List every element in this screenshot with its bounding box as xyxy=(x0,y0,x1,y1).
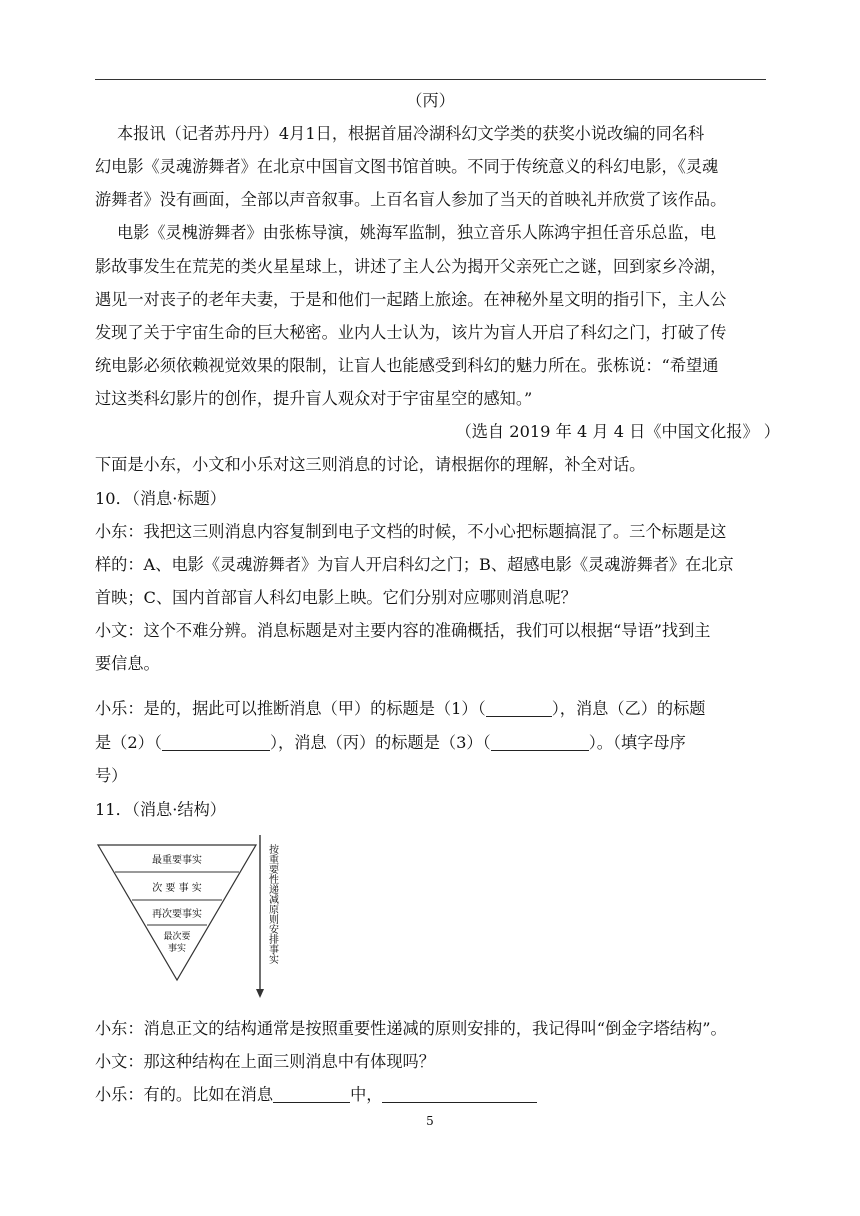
dialogue-line: 首映；C、国内首部盲人科幻电影上映。它们分别对应哪则消息呢？ xyxy=(95,588,577,607)
dialogue-line: 小乐：有的。比如在消息 中， xyxy=(95,1084,775,1106)
pyramid-level-4: 最次要 xyxy=(163,932,191,942)
page-number: 5 xyxy=(426,1114,434,1128)
question-11-title: 11．（消息·结构） xyxy=(95,800,226,819)
pyramid-level-3: 再次要事实 xyxy=(152,909,202,920)
dialogue-line: 小东：消息正文的结构通常是按照重要性递减的原则安排的，我记得叫“倒金字塔结构”。 xyxy=(95,1019,727,1038)
paragraph-line: 遇见一对丧子的老年夫妻，于是和他们一起踏上旅途。在神秘外星文明的指引下，主人公 xyxy=(95,290,727,309)
inverted-pyramid-diagram xyxy=(95,830,285,1002)
dialogue-line: 号） xyxy=(95,766,128,785)
paragraph-line: 幻电影《灵魂游舞者》在北京中国盲文图书馆首映。不同于传统意义的科幻电影，《灵魂 xyxy=(95,157,719,176)
answer-blank-3[interactable] xyxy=(491,734,589,751)
dialogue-line: 小乐：是的，据此可以推断消息（甲）的标题是（1）（ ），消息（乙）的标题 xyxy=(95,699,706,718)
pyramid-level-4b: 事实 xyxy=(167,944,187,954)
dialogue-line: 样的：A、电影《灵魂游舞者》为盲人开启科幻之门；B、超感电影《灵魂游舞者》在北京 xyxy=(95,555,734,574)
paragraph-line: 发现了关于宇宙生命的巨大秘密。业内人士认为，该片为盲人开启了科幻之门，打破了传 xyxy=(95,323,727,342)
paragraph-line: 电影《灵槐游舞者》由张栋导演，姚海军监制，独立音乐人陈鸿宇担任音乐总监，电 xyxy=(117,223,716,242)
dialogue-line: 小文：那这种结构在上面三则消息中有体现吗？ xyxy=(95,1052,435,1071)
paragraph-line: 本报讯（记者苏丹丹）4月1日，根据首届冷湖科幻文学类的获奖小说改编的同名科 xyxy=(117,124,705,143)
answer-blank-5[interactable] xyxy=(382,1086,537,1103)
answer-blank-4[interactable] xyxy=(273,1086,350,1103)
dialogue-line: 小东：我把这三则消息内容复制到电子文档的时候，不小心把标题搞混了。三个标题是这 xyxy=(95,522,727,541)
paragraph-line: 游舞者》没有画面，全部以声音叙事。上百名盲人参加了当天的首映礼并欣赏了该作品。 xyxy=(95,190,727,209)
pyramid-level-2: 次 要 事 实 xyxy=(152,883,202,894)
down-arrow-icon xyxy=(256,989,264,998)
dialogue-line: 要信息。 xyxy=(95,654,160,673)
paragraph-line: 过这类科幻影片的创作，提升盲人观众对于宇宙星空的感知。” xyxy=(95,389,533,408)
section-heading: （丙） xyxy=(406,91,455,110)
paragraph-line: 影故事发生在荒芜的类火星星球上，讲述了主人公为揭开父亲死亡之谜，回到家乡冷湖， xyxy=(95,257,727,276)
paragraph-line: 统电影必须依赖视觉效果的限制，让盲人也能感受到科幻的魅力所在。张栋说：“希望通 xyxy=(95,356,719,375)
answer-blank-2[interactable] xyxy=(162,734,270,751)
question-10-title: 10．（消息·标题） xyxy=(95,489,226,508)
task-intro: 下面是小东，小文和小乐对这三则消息的讨论，请根据你的理解，补全对话。 xyxy=(95,455,646,474)
pyramid-level-1: 最重要事实 xyxy=(152,855,202,866)
source-citation: （选自 2019 年 4 月 4 日《中国文化报》 ） xyxy=(455,422,780,441)
answer-blank-1[interactable] xyxy=(486,700,552,717)
dialogue-line: 是（2）（ ），消息（丙）的标题是（3）（ ）。（填字母序 xyxy=(95,733,686,752)
dialogue-line: 小文：这个不难分辨。消息标题是对主要内容的准确概括，我们可以根据“导语”找到主 xyxy=(95,621,711,640)
side-label: 按重要性递减原则安排事实 xyxy=(266,844,278,964)
header-rule xyxy=(95,79,766,80)
